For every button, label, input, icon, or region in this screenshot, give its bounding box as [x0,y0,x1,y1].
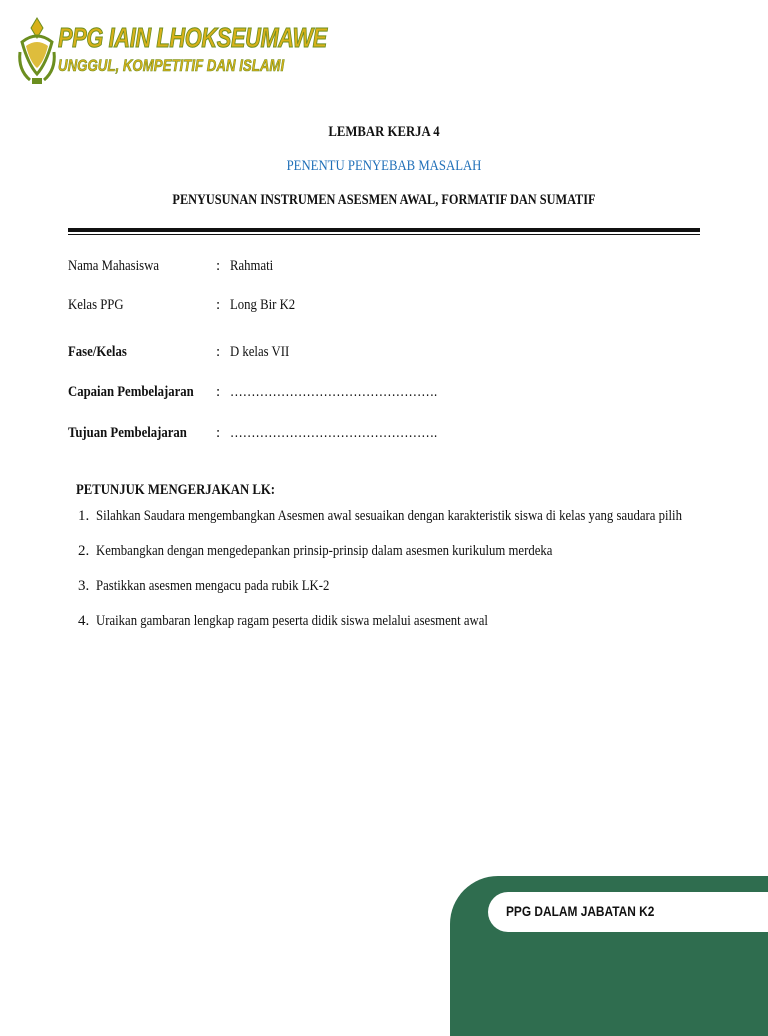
list-item-text: Uraikan gambaran lengkap ragam peserta didik siswa melalui asesment awal [96,613,488,629]
list-item-number: 2. [78,543,90,559]
list-item [78,578,768,613]
field-separator: : [216,344,221,360]
institution-motto: UNGGUL, KOMPETITIF DAN ISLAMI [58,56,285,75]
document-heading: PENYUSUNAN INSTRUMEN ASESMEN AWAL, FORMATIF DAN SUMATIF [172,192,596,208]
field-fase-kelas [68,344,300,361]
list-item-number: 4. [78,613,90,629]
list-item-number: 3. [78,578,90,594]
heading-divider-thin [68,234,700,235]
field-value: …………………………………………. [230,384,438,400]
instructions-list [78,508,768,648]
list-item-text: Silahkan Saudara mengembangkan Asesmen awal sesuaikan dengan karakteristik siswa di kelas yang saudara pilih [96,508,682,524]
field-value: …………………………………………. [230,425,438,441]
list-item [78,508,768,543]
list-item-text: Kembangkan dengan mengedepankan prinsip-prinsip dalam asesmen kurikulum merdeka [96,543,553,559]
field-label: Fase/Kelas [68,344,127,360]
list-item [78,543,768,578]
field-label: Capaian Pembelajaran [68,384,194,400]
field-tujuan-pembelajaran [68,425,474,442]
institution-logo-icon [16,12,58,92]
document-title: LEMBAR KERJA 4 [328,124,440,140]
field-value: Long Bir K2 [230,297,296,313]
field-nama-mahasiswa [68,258,281,275]
document-subtitle: PENENTU PENYEBAB MASALAH [286,158,482,174]
field-separator: : [216,384,221,400]
footer-label: PPG DALAM JABATAN K2 [506,903,655,919]
field-separator: : [216,258,221,274]
field-separator: : [216,425,221,441]
instructions-title: PETUNJUK MENGERJAKAN LK: [76,482,276,498]
heading-divider [68,228,700,232]
field-label: Tujuan Pembelajaran [68,425,187,441]
field-label: Kelas PPG [68,297,124,313]
field-value: D kelas VII [230,344,290,360]
field-separator: : [216,297,221,313]
field-kelas-ppg [68,297,307,314]
institution-name: PPG IAIN LHOKSEUMAWE [58,22,327,53]
list-item-number: 1. [78,508,90,524]
field-value: Rahmati [230,258,274,274]
list-item [78,613,768,648]
list-item-text: Pastikkan asesmen mengacu pada rubik LK-2 [96,578,330,594]
field-label: Nama Mahasiswa [68,258,160,274]
field-capaian-pembelajaran [68,384,474,401]
